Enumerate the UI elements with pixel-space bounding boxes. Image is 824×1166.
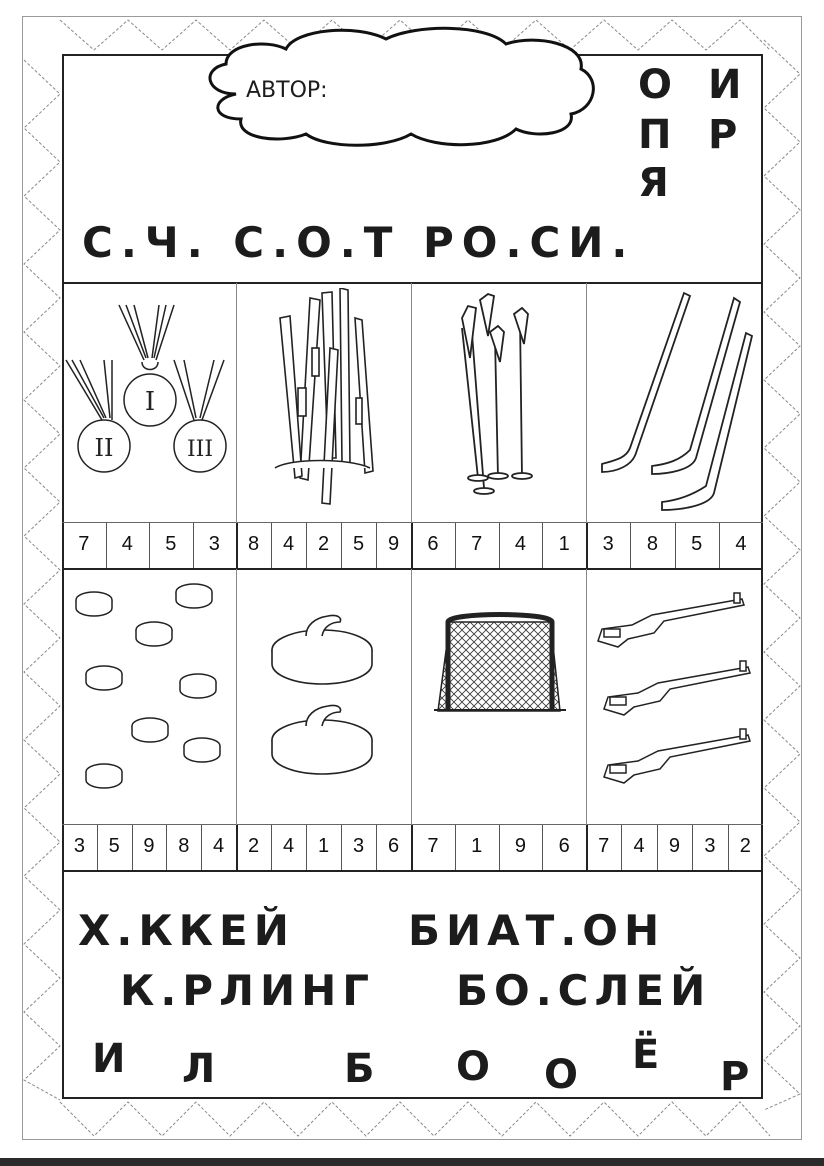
footer-letter-6: Ё	[632, 1032, 660, 1078]
number-box: 3	[352, 835, 365, 857]
number-box: 7	[427, 835, 439, 857]
number-divider	[132, 825, 133, 870]
number-divider	[630, 523, 631, 568]
number-box: 5	[352, 533, 365, 555]
footer-letter-2: Л	[182, 1046, 216, 1092]
number-strip-row1	[62, 523, 763, 568]
number-divider	[411, 825, 413, 870]
hockey-sticks-icon	[596, 288, 756, 518]
footer-letter-5: О	[544, 1052, 579, 1098]
letter-o: О	[638, 62, 673, 108]
number-box: 2	[247, 835, 260, 857]
number-box: 4	[735, 533, 747, 555]
number-box: 1	[558, 533, 570, 555]
word-biathlon: БИАТ.ОН	[408, 906, 666, 955]
number-divider	[692, 825, 693, 870]
number-box: 6	[427, 533, 439, 555]
number-box: 4	[282, 835, 295, 857]
footer-letter-3: Б	[344, 1046, 375, 1092]
rifles-icon	[592, 585, 756, 785]
number-divider	[306, 825, 307, 870]
number-divider	[306, 523, 307, 568]
number-divider	[341, 523, 342, 568]
number-box: 4	[213, 835, 225, 857]
number-divider	[271, 523, 272, 568]
number-divider	[376, 825, 377, 870]
footer-letter-4: О	[456, 1044, 491, 1090]
number-divider	[675, 523, 676, 568]
number-divider	[376, 523, 377, 568]
number-box: 8	[178, 835, 190, 857]
number-box: 9	[668, 835, 681, 857]
footer-letter-7: Р	[720, 1054, 750, 1100]
number-box: 4	[282, 533, 295, 555]
number-box: 1	[317, 835, 330, 857]
number-divider	[499, 825, 500, 870]
number-divider	[728, 825, 729, 870]
number-divider	[411, 523, 413, 568]
hockey-goal-icon	[430, 606, 570, 718]
number-box: 7	[78, 533, 90, 555]
skis-icon	[270, 288, 380, 508]
number-divider	[97, 825, 98, 870]
number-box: 4	[121, 533, 133, 555]
number-divider	[719, 523, 720, 568]
number-box: 3	[73, 835, 85, 857]
hockey-pucks-icon	[66, 576, 232, 816]
number-box: 2	[739, 835, 751, 857]
number-divider	[586, 825, 588, 870]
number-divider	[236, 825, 238, 870]
number-divider	[542, 523, 543, 568]
number-divider	[166, 825, 167, 870]
number-divider	[201, 825, 202, 870]
svg-text:II: II	[94, 434, 114, 462]
number-divider	[236, 523, 238, 568]
number-divider	[455, 825, 456, 870]
number-box: 9	[514, 835, 526, 857]
number-box: 2	[317, 533, 330, 555]
number-box: 6	[558, 835, 570, 857]
number-box: 7	[471, 533, 483, 555]
number-box: 3	[704, 835, 716, 857]
medals-icon	[64, 300, 234, 500]
word-hockey: Х.ККЕЙ	[78, 906, 295, 955]
number-divider	[149, 523, 150, 568]
word-bobsleigh: БО.СЛЕЙ	[456, 966, 712, 1015]
number-strip-row2	[62, 825, 763, 870]
number-divider	[586, 523, 588, 568]
number-box: 5	[108, 835, 120, 857]
number-divider	[271, 825, 272, 870]
puzzle-title: С.Ч. С.О.Т РО.СИ.	[82, 218, 636, 267]
number-divider	[542, 825, 543, 870]
number-divider	[621, 825, 622, 870]
number-divider	[193, 523, 194, 568]
number-box: 4	[514, 533, 526, 555]
number-divider	[341, 825, 342, 870]
number-box: 9	[143, 835, 155, 857]
svg-text:III: III	[186, 437, 214, 462]
author-label: АВТОР:	[246, 78, 328, 103]
number-box: 4	[633, 835, 645, 857]
number-box: 1	[471, 835, 483, 857]
medal-gold-numeral: I	[144, 387, 156, 417]
letter-ya: Я	[638, 160, 669, 206]
number-box: 8	[247, 533, 260, 555]
number-box: 5	[691, 533, 703, 555]
number-box: 3	[208, 533, 220, 555]
number-divider	[455, 523, 456, 568]
number-box: 8	[646, 533, 658, 555]
curling-stones-icon	[266, 600, 382, 790]
number-divider	[499, 523, 500, 568]
word-curling: К.РЛИНГ	[120, 966, 376, 1015]
number-box: 3	[602, 533, 614, 555]
number-divider	[106, 523, 107, 568]
footer-letter-1: И	[92, 1036, 126, 1082]
number-divider	[657, 825, 658, 870]
number-box: 6	[387, 835, 400, 857]
scan-edge-bar	[0, 1158, 824, 1166]
letter-p: П	[638, 112, 672, 158]
number-box: 9	[387, 533, 400, 555]
letter-r: Р	[708, 112, 738, 158]
number-box: 7	[598, 835, 610, 857]
ski-poles-icon	[440, 288, 560, 508]
letter-i: И	[708, 62, 742, 108]
number-box: 5	[165, 533, 177, 555]
